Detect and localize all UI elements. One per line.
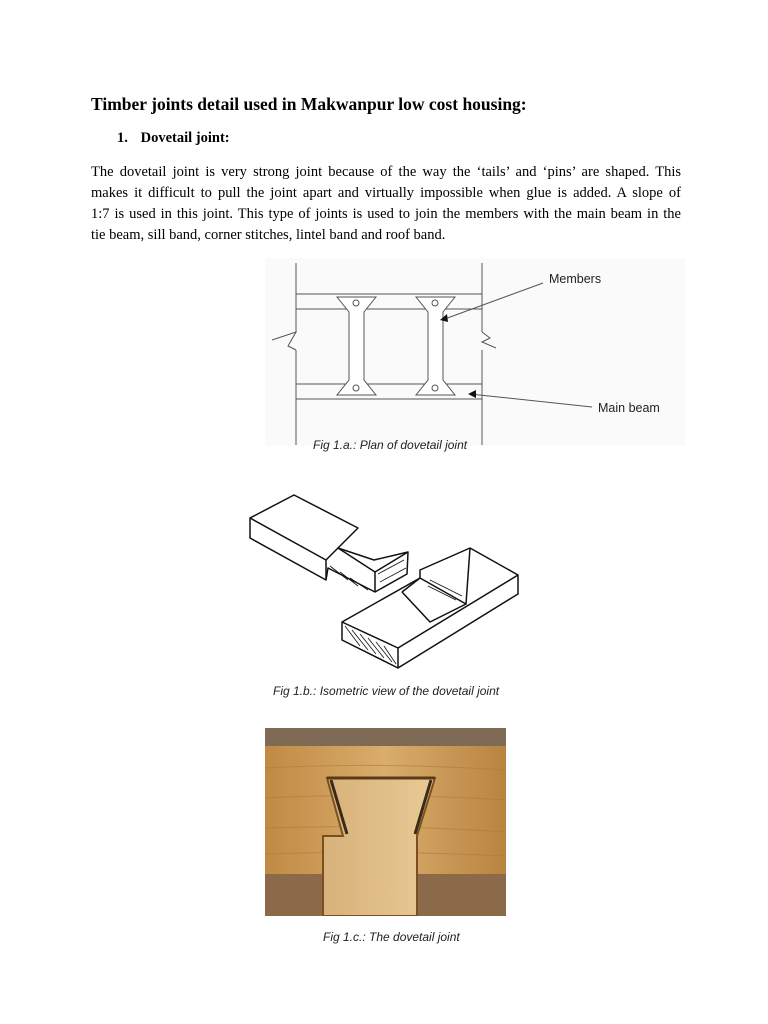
section-number: 1. xyxy=(117,130,128,146)
body-paragraph xyxy=(91,162,681,246)
photo-back-wall xyxy=(265,728,506,748)
label-main-beam: Main beam xyxy=(598,401,660,415)
isometric-diagram xyxy=(240,488,530,678)
page-title: Timber joints detail used in Makwanpur low cost housing: xyxy=(91,94,527,114)
paragraph-line: makes it difficult to pull the joint apart and virtually impossible when glue is added. A slope of xyxy=(91,185,681,201)
caption-isometric: Fig 1.b.: Isometric view of the dovetail joint xyxy=(273,684,500,698)
caption-photo: Fig 1.c.: The dovetail joint xyxy=(323,930,460,944)
section-title: Dovetail joint: xyxy=(140,130,230,146)
paragraph-line: tie beam, sill band, corner stitches, lintel band and roof band. xyxy=(91,227,446,243)
plan-diagram-background xyxy=(265,258,685,446)
caption-plan: Fig 1.a.: Plan of dovetail joint xyxy=(313,438,468,452)
label-members: Members xyxy=(549,272,602,286)
plan-diagram xyxy=(262,255,687,450)
section-heading xyxy=(117,130,230,147)
paragraph-line: 1:7 is used in this joint. This type of joints is used to join the members with the main beam in the xyxy=(91,206,681,222)
paragraph-line: The dovetail joint is very strong joint because of the way the ‘tails’ and ‘pins’ are shaped. This xyxy=(91,164,681,180)
tail-piece-outline xyxy=(250,495,408,592)
dovetail-photo xyxy=(265,728,506,916)
